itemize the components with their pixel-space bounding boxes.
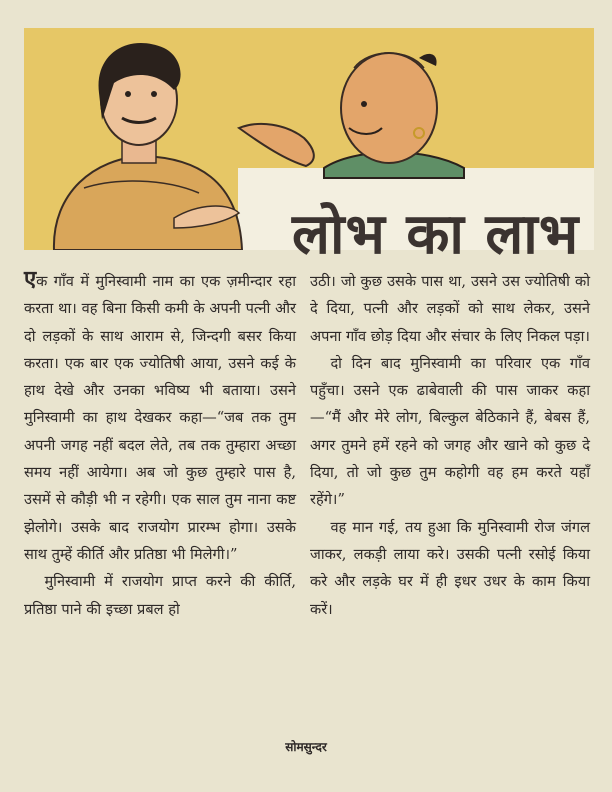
header-illustration-banner xyxy=(24,28,594,267)
author-signature: सोमसुन्दर xyxy=(285,740,327,754)
story-title: लोभ का लाभ xyxy=(292,201,580,267)
left-column xyxy=(24,268,296,623)
paragraph-3: उठी। जो कुछ उसके पास था, उसने उस ज्योतिषी को दे दिया, पत्नी और लड़कों को साथ लेकर, उसने अपना गाँव छोड़ दिया और संचार के लिए निकल पड़ा। xyxy=(310,273,590,345)
astrologer-figure xyxy=(239,53,464,178)
paragraph-1-text: क गाँव में मुनिस्वामी नाम का एक ज़मीन्दार रहा करता था। वह बिना किसी कमी के अपनी पत्नी और दो लड़कों के साथ आराम से, जिन्दगी बसर किया करता। एक बार एक ज्योतिषी आया, उसने कई के हाथ देखे और उनका भविष्य भी बताया। उसने मुनिस्वामी का हाथ देखकर कहा—“जब तक तुम अपनी जगह नहीं बदल लेते, तब तक तुम्हारा अच्छा समय नहीं आयेगा। अब जो कुछ तुम्हारे पास है, उसमें से कौड़ी भी न रहेगी। एक साल तुम नाना कष्ट झेलोगे। उसके बाद राजयोग प्रारम्भ होगा। उसके साथ तुम्हें कीर्ति और प्रतिष्ठा भी मिलेगी।” xyxy=(24,273,296,563)
paragraph-5: वह मान गई, तय हुआ कि मुनिस्वामी रोज जंगल जाकर, लकड़ी लाया करे। उसकी पत्नी रसोई किया करे और लड़के घर में ही इधर उधर के काम किया करें। xyxy=(310,518,590,618)
right-column xyxy=(310,268,590,623)
paragraph-2: मुनिस्वामी में राजयोग प्राप्त करने की कीर्ति, प्रतिष्ठा पाने की इच्छा प्रबल हो xyxy=(24,573,296,618)
zamindar-figure xyxy=(54,43,242,250)
drop-cap: ए xyxy=(24,266,37,292)
paragraph-1 xyxy=(24,268,296,568)
paragraph-4: दो दिन बाद मुनिस्वामी का परिवार एक गाँव पहुँचा। उसने एक ढाबेवाली की पास जाकर कहा—“मैं और मेरे लोग, बिल्कुल बेठिकाने हैं, बेबस हैं, अगर तुमने हमें रहने को जगह और खाने को कुछ दे दिया, तो जो कुछ तुम कहोगी वह हम करते यहाँ रहेंगे।” xyxy=(310,354,590,509)
